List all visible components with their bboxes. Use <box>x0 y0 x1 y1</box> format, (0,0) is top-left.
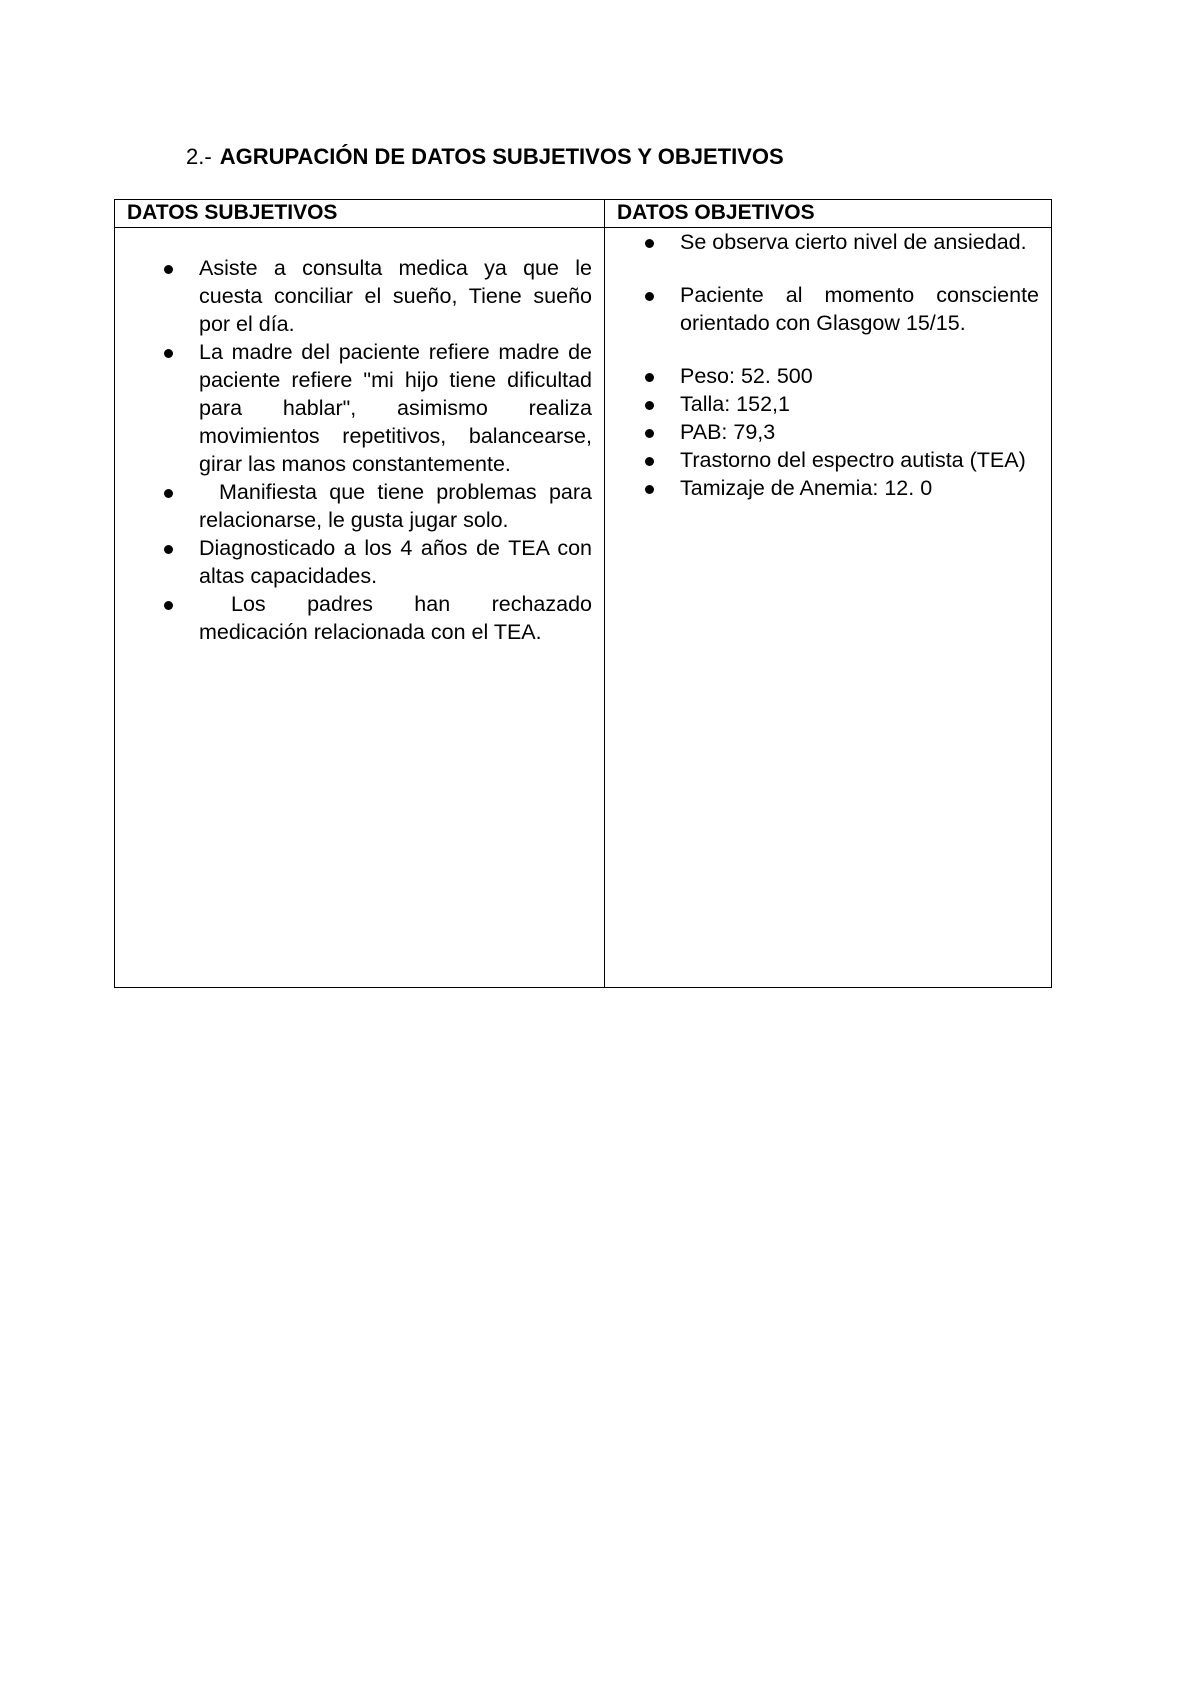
bullet-icon <box>645 292 654 301</box>
list-item: Tamizaje de Anemia: 12. 0 <box>680 474 1039 502</box>
bullet-icon <box>645 239 654 248</box>
subjective-cell <box>115 228 605 988</box>
objective-cell <box>605 228 1052 988</box>
section-title <box>186 144 784 170</box>
list-item: PAB: 79,3 <box>680 418 1039 446</box>
section-heading: AGRUPACIÓN DE DATOS SUBJETIVOS Y OBJETIVOS <box>219 144 784 169</box>
bullet-icon <box>645 429 654 438</box>
bullet-icon <box>645 485 654 494</box>
list-item: La madre del paciente refiere madre de paciente refiere "mi hijo tiene dificultad para hablar", asimismo realiza movimientos repetitivos, balancearse, girar las manos constantemente. <box>199 338 592 478</box>
bullet-icon <box>164 265 173 274</box>
subjective-list <box>115 228 604 646</box>
list-item: Trastorno del espectro autista (TEA) <box>680 446 1039 474</box>
list-item: Talla: 152,1 <box>680 390 1039 418</box>
data-table <box>114 199 1052 988</box>
list-item: Paciente al momento consciente orientado con Glasgow 15/15. <box>680 281 1039 337</box>
table-body-row <box>115 228 1052 988</box>
section-number: 2.- <box>186 144 212 169</box>
bullet-icon <box>645 373 654 382</box>
list-item: Peso: 52. 500 <box>680 362 1039 390</box>
objective-list <box>605 228 1051 502</box>
table-header-row <box>115 200 1052 228</box>
list-item: Se observa cierto nivel de ansiedad. <box>680 228 1039 256</box>
list-item: Diagnosticado a los 4 años de TEA con altas capacidades. <box>199 534 592 590</box>
header-subjective: DATOS SUBJETIVOS <box>115 200 605 228</box>
bullet-icon <box>164 545 173 554</box>
header-objective: DATOS OBJETIVOS <box>605 200 1052 228</box>
bullet-icon <box>164 489 173 498</box>
list-item: Asiste a consulta medica ya que le cuesta conciliar el sueño, Tiene sueño por el día. <box>199 254 592 338</box>
bullet-icon <box>645 401 654 410</box>
bullet-icon <box>164 349 173 358</box>
list-item: Manifiesta que tiene problemas para relacionarse, le gusta jugar solo. <box>199 478 592 534</box>
bullet-icon <box>164 601 173 610</box>
list-item: Los padres han rechazado medicación relacionada con el TEA. <box>199 590 592 646</box>
bullet-icon <box>645 457 654 466</box>
